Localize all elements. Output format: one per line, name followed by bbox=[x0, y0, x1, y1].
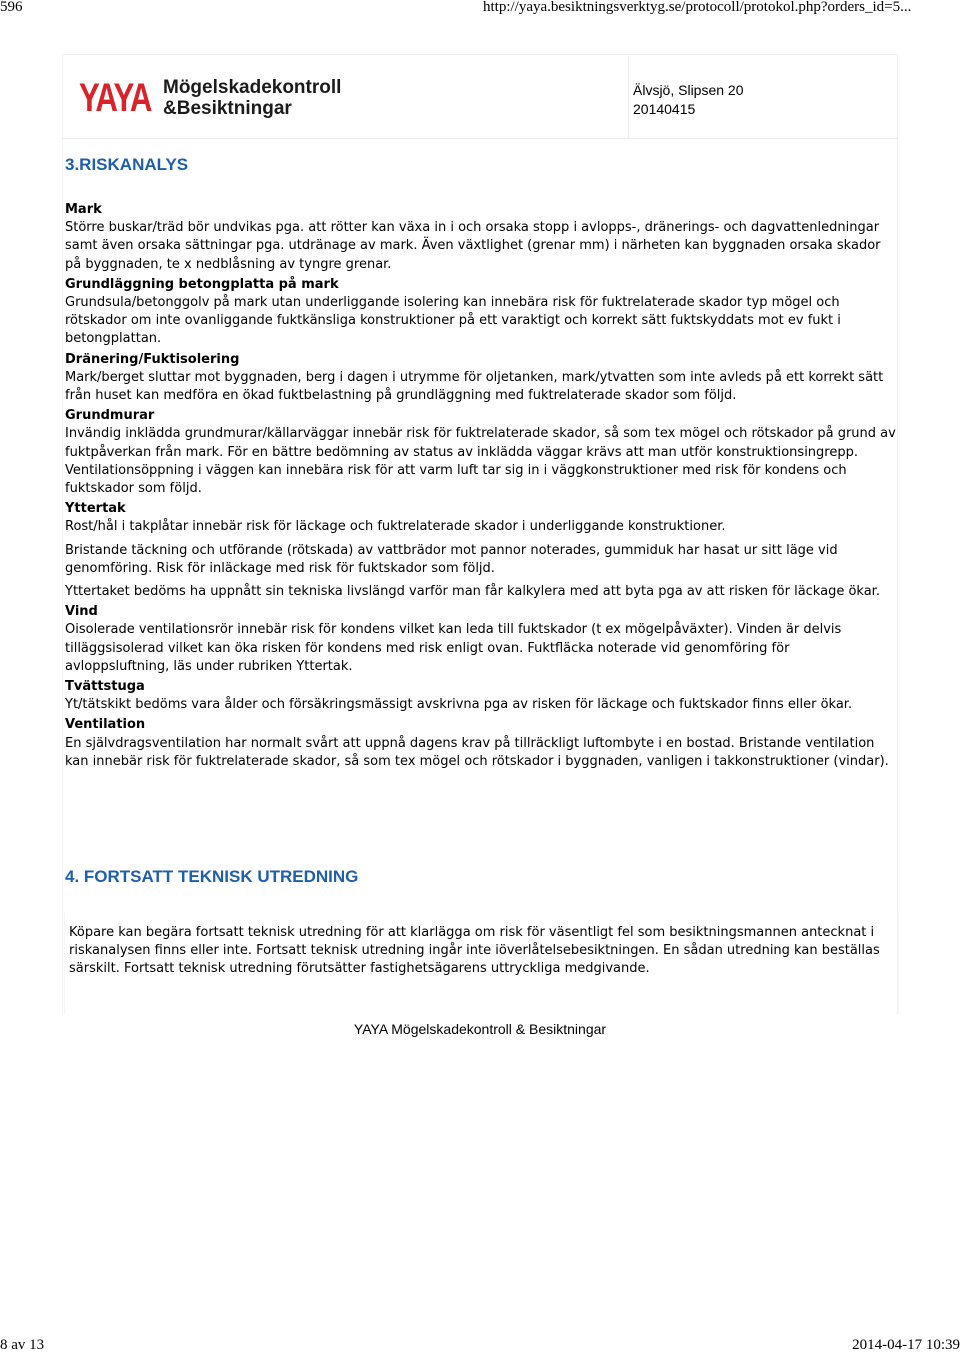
frame-right-line bbox=[897, 54, 898, 1014]
risk-block bbox=[65, 201, 897, 274]
risk-block bbox=[65, 603, 897, 676]
header-bottom-line bbox=[62, 138, 898, 139]
logo-text bbox=[163, 77, 341, 119]
risk-block-heading: Ventilation bbox=[65, 717, 146, 733]
risk-block-text: Oisolerade ventilationsrör innebär risk för kondens vilket kan leda till fuktskador (t ex mögelpåväxter). Vinden är delvis tilläggsisolerad vilket kan öka risken för kondens med risk enligt ovan. Fuktfläcka noterade vid genomföring för avloppsluftning, läs under rubriken Yttertak. bbox=[65, 622, 842, 674]
risk-block-heading: Vind bbox=[65, 604, 98, 620]
risk-block bbox=[65, 716, 897, 771]
risk-block-text: Invändig inklädda grundmurar/källarväggar innebär risk för fuktrelaterade skador, så som tex mögel och rötskador på grund av fuktpåverkan från mark. För en bättre bedömning av status av inklädda väggar krävs att man utför konstruktionsingrepp. Ventilationsöppning i väggen kan innebära risk för att varm luft tar sig in i väggkonstruktioner med risk för kondens och fuktskador som följd. bbox=[65, 426, 896, 497]
risk-block-heading: Yttertak bbox=[65, 501, 126, 517]
logo-line-2: &Besiktningar bbox=[163, 98, 292, 119]
report-date: 20140415 bbox=[633, 101, 696, 117]
risk-block-heading: Grundläggning betongplatta på mark bbox=[65, 276, 339, 292]
risk-block bbox=[65, 351, 897, 406]
print-url: http://yaya.besiktningsverktyg.se/protocoll/protokol.php?orders_id=5... bbox=[483, 0, 912, 15]
risk-block bbox=[65, 500, 897, 601]
address-line: Älvsjö, Slipsen 20 bbox=[633, 82, 744, 98]
fortsatt-utredning-box bbox=[64, 912, 899, 1014]
header-divider bbox=[628, 56, 629, 138]
risk-block-text: Rost/hål i takplåtar innebär risk för läckage och fuktrelaterade skador i underliggande konstruktioner. bbox=[65, 519, 726, 535]
risk-block-text: Grundsula/betonggolv på mark utan underliggande isolering kan innebära risk för fuktrelaterade skador typ mögel och rötskador om inte ovanliggande fuktkänsliga konstruktioner på ett varaktigt och korrekt sätt fuktskyddats mot ev fukt i betongplattan. bbox=[65, 295, 841, 347]
risk-block-heading: Mark bbox=[65, 202, 102, 217]
logo-mark: YAYA bbox=[79, 76, 151, 120]
risk-block-heading: Dränering/Fuktisolering bbox=[65, 351, 240, 367]
risk-block bbox=[65, 407, 897, 498]
frame-left-line bbox=[62, 54, 63, 1014]
risk-block-text: Yttertaket bedöms ha uppnått sin tekniska livslängd varför man får kalkylera med att byta pga av att risken för läckage ökar. bbox=[65, 584, 880, 600]
risk-block bbox=[65, 276, 897, 349]
print-page-count: 8 av 13 bbox=[0, 1337, 45, 1353]
risk-block-heading: Tvättstuga bbox=[65, 679, 145, 695]
frame-top-line bbox=[62, 54, 898, 55]
property-address bbox=[633, 81, 744, 119]
riskanalys-content bbox=[65, 201, 897, 771]
section-title-fortsatt-utredning: 4. FORTSATT TEKNISK UTREDNING bbox=[65, 867, 359, 886]
risk-block-text: Yt/tätskikt bedöms vara ålder och försäkringsmässigt avskrivna pga av risken för läckage och fuktskador finns eller ökar. bbox=[65, 697, 853, 713]
print-timestamp: 2014-04-17 10:39 bbox=[852, 1337, 960, 1353]
risk-block-text: Bristande täckning och utförande (rötskada) av vattbrädor mot pannor noterades, gummiduk har hasat ur sitt läge vid genomföring. Risk för inläckage med risk för fuktskador som följd. bbox=[65, 542, 838, 576]
risk-block bbox=[65, 678, 897, 714]
logo-line-1: Mögelskadekontroll bbox=[163, 77, 342, 98]
risk-block-heading: Grundmurar bbox=[65, 408, 155, 424]
print-page-number: 596 bbox=[0, 0, 23, 15]
company-logo bbox=[79, 76, 351, 120]
section-title-riskanalys: 3.RISKANALYS bbox=[65, 155, 189, 174]
company-footer: YAYA Mögelskadekontroll & Besiktningar bbox=[353, 1021, 607, 1037]
risk-block-text: En självdragsventilation har normalt svårt att uppnå dagens krav på tillräckligt luftombyte i en bostad. Bristande ventilation kan innebär risk för fuktrelaterade skador, så som tex mögel och rötskador i byggnaden, vanligen i takkonstruktioner (vindar). bbox=[65, 735, 889, 769]
risk-block-text: Mark/berget sluttar mot byggnaden, berg i dagen i utrymme för oljetanken, mark/ytvatten som inte avleds på ett korrekt sätt från huset kan medföra en ökad fuktbelastning på grundläggning med fuktrelaterade skador som följd. bbox=[65, 369, 884, 404]
risk-block-text: Större buskar/träd bör undvikas pga. att rötter kan växa in i och orsaka stopp i avlopps-, dränerings- och dagvattenledningar samt även orsaka sättningar pga. utdränage av mark. Även växtlighet (grenar mm) i närheten kan byggnaden orsaka skador på byggnaden, te x nedblåsning av tyngre grenar. bbox=[65, 220, 881, 272]
fortsatt-utredning-text: Köpare kan begära fortsatt teknisk utredning för att klarlägga om risk för väsentligt fel som besiktningsmannen antecknat i riskanalysen finns eller inte. Fortsatt teknisk utredning ingår inte iöverlåtelsebesiktningen. En sådan utredning kan beställas särskilt. Fortsatt teknisk utredning förutsätter fastighetsägarens uttryckliga medgivande. bbox=[69, 925, 880, 977]
